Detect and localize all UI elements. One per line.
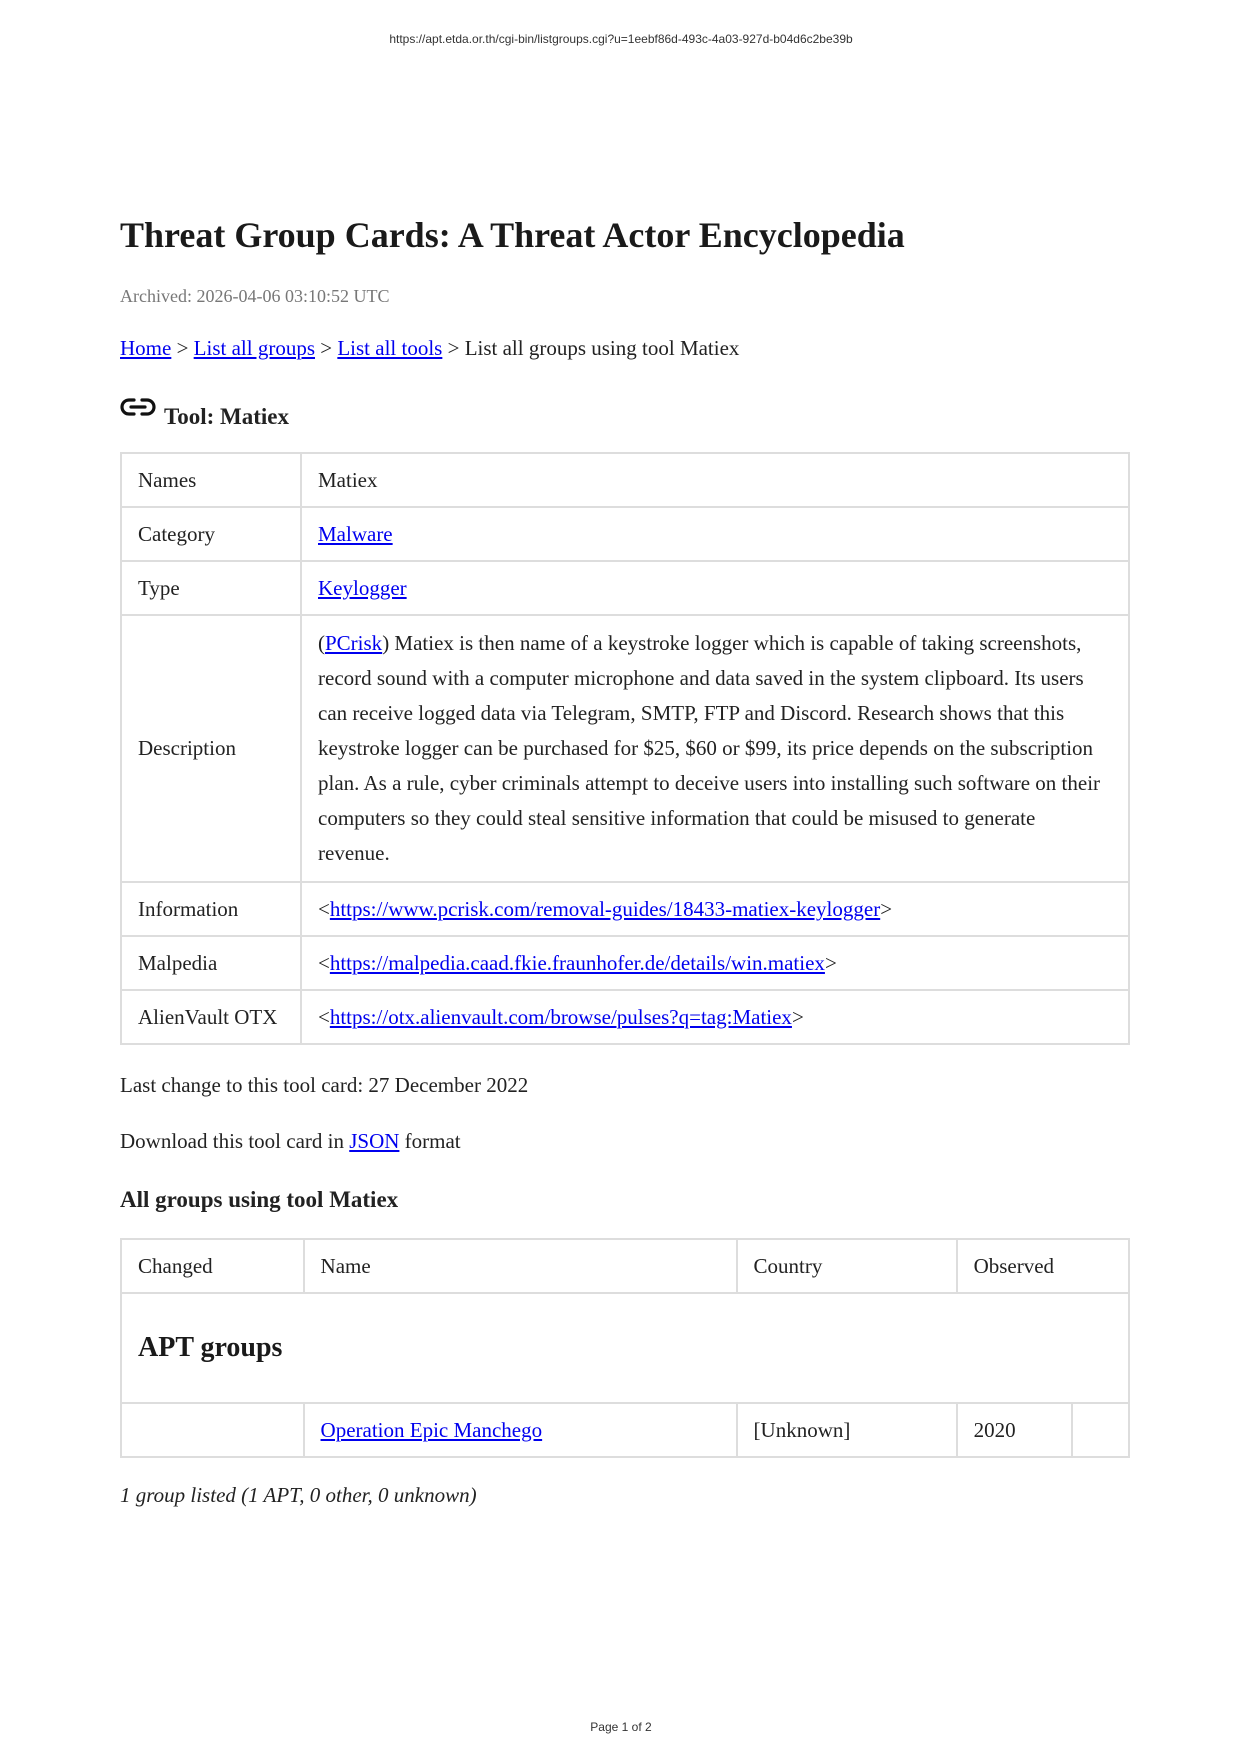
tool-heading-text: Tool: Matiex xyxy=(164,404,289,429)
page-title: Threat Group Cards: A Threat Actor Encyclopedia xyxy=(120,215,905,255)
malpedia-cell xyxy=(301,936,1129,990)
category-link[interactable]: Malware xyxy=(318,521,393,546)
breadcrumb-all-groups-link[interactable]: List all groups xyxy=(193,336,315,360)
breadcrumb-separator: > xyxy=(442,336,465,360)
type-label: Type xyxy=(121,561,301,615)
breadcrumb-home-link[interactable]: Home xyxy=(120,336,172,360)
page-content xyxy=(120,213,1130,1509)
angle-open: < xyxy=(318,950,330,975)
table-row xyxy=(121,1403,1129,1457)
download-suffix: format xyxy=(399,1129,461,1153)
section-apt-groups: APT groups xyxy=(121,1293,1129,1403)
page-url-header: https://apt.etda.or.th/cgi-bin/listgroups.cgi?u=1eebf86d-493c-4a03-927d-b04d6c2be39b xyxy=(389,32,853,46)
groups-summary: 1 group listed (1 APT, 0 other, 0 unknown) xyxy=(120,1483,477,1507)
group-link[interactable]: Operation Epic Manchego xyxy=(320,1417,543,1442)
information-label: Information xyxy=(121,882,301,936)
download-line xyxy=(120,1127,1130,1155)
cell-name xyxy=(304,1403,737,1457)
otx-cell xyxy=(301,990,1129,1044)
header-name: Name xyxy=(304,1239,737,1293)
cell-observed: 2020 xyxy=(957,1403,1073,1457)
type-cell xyxy=(301,561,1129,615)
section-row xyxy=(121,1293,1129,1403)
angle-open: < xyxy=(318,1004,330,1029)
table-row xyxy=(121,936,1129,990)
breadcrumb-separator: > xyxy=(171,336,194,360)
angle-close: > xyxy=(880,896,893,921)
information-cell xyxy=(301,882,1129,936)
groups-table xyxy=(120,1238,1130,1458)
description-label: Description xyxy=(121,615,301,882)
angle-open: < xyxy=(318,896,330,921)
breadcrumb-current: List all groups using tool Matiex xyxy=(464,336,740,360)
cell-country: [Unknown] xyxy=(737,1403,957,1457)
malpedia-link[interactable]: https://malpedia.caad.fkie.fraunhofer.de/details/win.matiex xyxy=(329,950,825,975)
table-row xyxy=(121,990,1129,1044)
cell-extra xyxy=(1072,1403,1129,1457)
breadcrumb xyxy=(120,334,1130,362)
archived-timestamp: Archived: 2026-04-06 03:10:52 UTC xyxy=(120,286,390,306)
otx-label: AlienVault OTX xyxy=(121,990,301,1044)
page-number-footer: Page 1 of 2 xyxy=(590,1720,652,1734)
information-link[interactable]: https://www.pcrisk.com/removal-guides/18433-matiex-keylogger xyxy=(329,896,881,921)
breadcrumb-all-tools-link[interactable]: List all tools xyxy=(337,336,443,360)
type-link[interactable]: Keylogger xyxy=(318,575,407,600)
breadcrumb-separator: > xyxy=(315,336,338,360)
groups-heading: All groups using tool Matiex xyxy=(120,1187,399,1212)
malpedia-label: Malpedia xyxy=(121,936,301,990)
angle-close: > xyxy=(824,950,837,975)
table-row xyxy=(121,507,1129,561)
table-row xyxy=(121,615,1129,882)
table-row xyxy=(121,882,1129,936)
table-row xyxy=(121,561,1129,615)
table-row xyxy=(121,453,1129,507)
description-text: ) Matiex is then name of a keystroke logger which is capable of taking screenshots, record sound with a computer microphone and data saved in the system clipboard. Its users can receive logged data via Telegram, SMTP, FTP and Discord. Research shows that this keystroke logger can be purchased for $25, $60 or $99, its price depends on the subscription plan. As a rule, cyber criminals attempt to deceive users into installing such software on their computers so they could steal sensitive information that could be misused to generate revenue. xyxy=(318,631,1101,865)
tool-heading xyxy=(120,402,1130,432)
download-prefix: Download this tool card in xyxy=(120,1129,350,1153)
description-open-paren: ( xyxy=(318,631,325,655)
last-change-text: Last change to this tool card: 27 December 2022 xyxy=(120,1073,529,1097)
cell-changed xyxy=(121,1403,304,1457)
angle-close: > xyxy=(791,1004,804,1029)
category-cell xyxy=(301,507,1129,561)
header-observed: Observed xyxy=(957,1239,1129,1293)
names-value: Matiex xyxy=(301,453,1129,507)
json-download-link[interactable]: JSON xyxy=(349,1129,400,1153)
table-header-row xyxy=(121,1239,1129,1293)
category-label: Category xyxy=(121,507,301,561)
otx-link[interactable]: https://otx.alienvault.com/browse/pulses?q=tag:Matiex xyxy=(329,1004,792,1029)
description-cell xyxy=(301,615,1129,882)
names-label: Names xyxy=(121,453,301,507)
header-country: Country xyxy=(737,1239,957,1293)
tool-info-table xyxy=(120,452,1130,1045)
description-source-link[interactable]: PCrisk xyxy=(325,631,383,655)
header-changed: Changed xyxy=(121,1239,304,1293)
link-icon xyxy=(120,396,156,418)
